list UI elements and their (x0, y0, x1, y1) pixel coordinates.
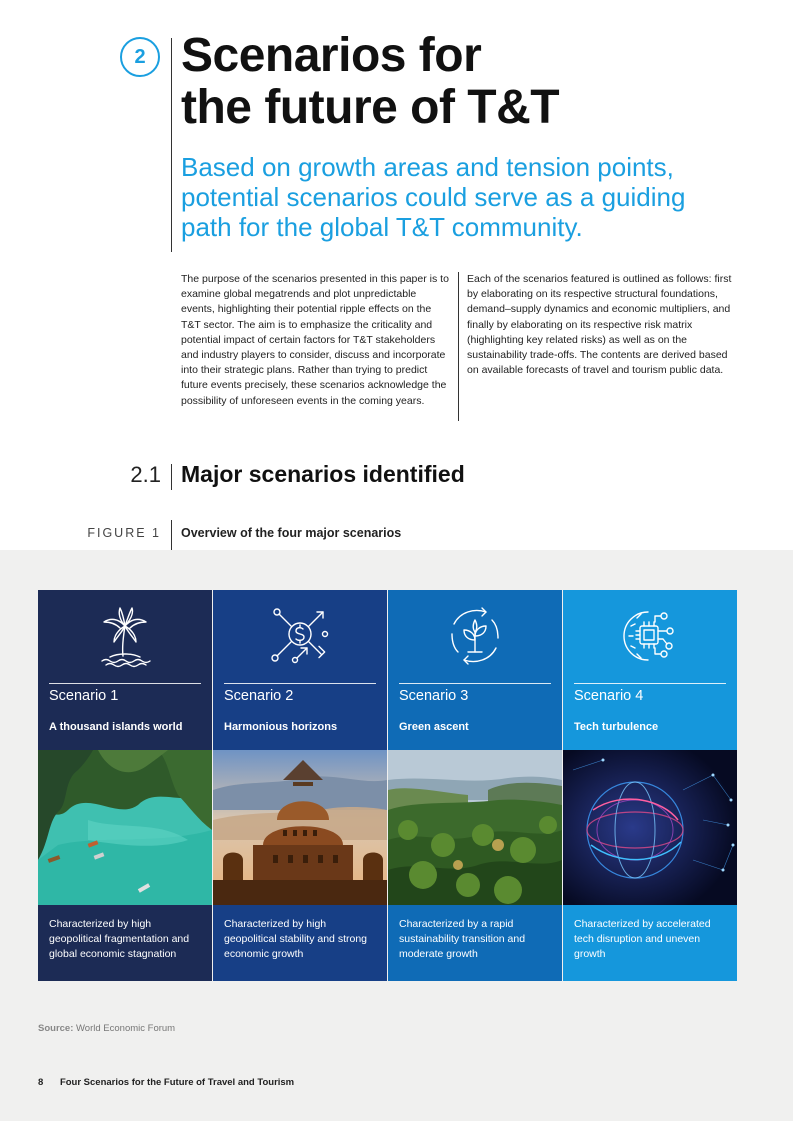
scenario-card-header (388, 590, 562, 750)
scenario-subtitle: A thousand islands world (49, 721, 183, 733)
card-divider (574, 683, 726, 684)
scenario-card-2 (213, 590, 387, 981)
source-text: World Economic Forum (76, 1023, 176, 1034)
scenario-subtitle: Tech turbulence (574, 721, 659, 733)
scenario-name: Scenario 2 (224, 688, 294, 704)
page-footer (38, 1077, 294, 1088)
section-divider (171, 464, 172, 490)
figure-title: Overview of the four major scenarios (181, 526, 402, 540)
title-line-2: the future of T&T (181, 81, 560, 134)
source-note (38, 1023, 175, 1034)
scenario-subtitle: Harmonious horizons (224, 721, 338, 733)
temple-sunset-photo (213, 750, 387, 905)
section-title: Major scenarios identified (181, 461, 465, 487)
dollar-arrows-icon (213, 604, 387, 668)
page-subtitle: Based on growth areas and tension points, potential scenarios could serve as a guiding path for the global T&T community. (181, 152, 686, 242)
card-divider (399, 683, 551, 684)
scenario-card-header (38, 590, 212, 750)
scenario-description: Characterized by accelerated tech disruption and uneven growth (563, 905, 737, 981)
chapter-number-badge: 2 (120, 37, 160, 77)
plant-cycle-icon (388, 604, 562, 668)
scenario-name: Scenario 1 (49, 688, 119, 704)
figure-divider (171, 520, 172, 550)
figure-label: FIGURE 1 (87, 526, 161, 540)
source-label: Source: (38, 1023, 74, 1034)
scenario-card-header (563, 590, 737, 750)
palm-island-icon (38, 604, 212, 668)
scenario-card-3 (388, 590, 562, 981)
scenario-cards (38, 590, 737, 981)
green-forest-coast-photo (388, 750, 562, 905)
lagoon-boats-photo (38, 750, 212, 905)
scenario-name: Scenario 4 (574, 688, 644, 704)
scenario-description: Characterized by high geopolitical stability and strong economic growth (213, 905, 387, 981)
body-column-2: Each of the scenarios featured is outlined as follows: first by elaborating on its respective structural foundations, demand–supply dynamics and economic multipliers, and finally by elaborating on its respective risk matrix (highlighting key related risks) as well as on the sustainability trade-offs. The contents are derived based on available forecasts of travel and tourism public data. (467, 273, 732, 377)
scenario-name: Scenario 3 (399, 688, 469, 704)
scenario-card-1 (38, 590, 212, 981)
scenario-card-header (213, 590, 387, 750)
page-title (181, 30, 741, 134)
scenario-card-4 (563, 590, 737, 981)
card-divider (224, 683, 376, 684)
title-divider (171, 38, 172, 252)
scenario-subtitle: Green ascent (399, 721, 469, 733)
card-divider (49, 683, 201, 684)
page-number: 8 (38, 1077, 44, 1088)
column-divider (458, 272, 459, 421)
digital-globe-photo (563, 750, 737, 905)
body-column-1: The purpose of the scenarios presented in this paper is to examine global megatrends and plot unpredictable events, highlighting their potential ripple effects on the T&T sector. The aim is to emphasize the criticality and potential impact of certain factors for T&T stakeholders and industry players to consider, discuss and incorporate into their strategic plans. Rather than trying to predict future events precisely, these scenarios acknowledge the possibility of unforeseen events in the coming years. (181, 273, 449, 407)
title-line-1: Scenarios for (181, 29, 482, 82)
scenario-description: Characterized by high geopolitical fragmentation and global economic stagnation (38, 905, 212, 981)
chip-circuit-icon (563, 604, 737, 668)
section-number: 2.1 (130, 462, 161, 487)
report-title: Four Scenarios for the Future of Travel and Tourism (59, 1077, 295, 1088)
scenario-description: Characterized by a rapid sustainability transition and moderate growth (388, 905, 562, 981)
